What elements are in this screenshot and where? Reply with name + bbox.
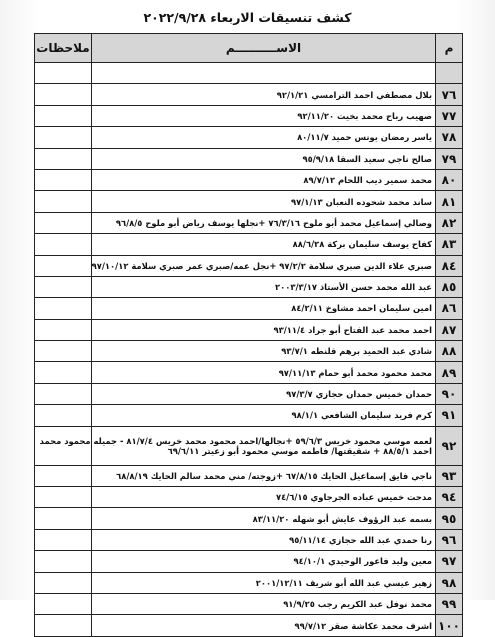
row-name: ساند محمد شحوده النعبان ٩٧/١/١٣ xyxy=(92,191,436,212)
row-name: بسمه عبد الرؤوف عايش أبو شهله ٨٣/١١/٢٠ xyxy=(92,508,436,529)
table-row xyxy=(35,255,463,276)
row-number: ٩٠ xyxy=(436,383,463,404)
row-name: كرم فريد سليمان الشافعي ٩٨/١/١ xyxy=(92,405,436,426)
row-name: حمدان خميس حمدان حجازي ٩٧/٣/٧ xyxy=(92,383,436,404)
row-notes xyxy=(35,105,92,126)
row-notes-cell xyxy=(35,63,92,84)
table-row xyxy=(35,615,463,636)
row-name: زهير عيسي عبد الله أبو شريف ٢٠٠١/١٢/١١ xyxy=(92,572,436,593)
table-row xyxy=(35,362,463,383)
row-notes xyxy=(35,508,92,529)
row-name: احمد محمد عبد الفتاح أبو جراد ٩٣/١١/٤ xyxy=(92,319,436,340)
table-row xyxy=(35,383,463,404)
row-number: ٩٣ xyxy=(436,465,463,486)
header-notes: ملاحظات xyxy=(35,34,92,63)
row-number: ٧٦ xyxy=(436,84,463,105)
table-row xyxy=(35,426,463,465)
row-notes xyxy=(35,362,92,383)
row-number-cell xyxy=(436,63,463,84)
table-row xyxy=(35,405,463,426)
row-number: ٩٩ xyxy=(436,593,463,614)
row-notes xyxy=(35,572,92,593)
row-notes xyxy=(35,148,92,169)
row-number: ١٠٠ xyxy=(436,615,463,636)
row-name: عبد الله محمد حسن الأستاذ ٢٠٠٣/٣/١٧ xyxy=(92,276,436,297)
row-name-cell xyxy=(92,63,436,84)
row-name: ناجي فايق إسماعيل الحايك ٦٧/٨/١٥ +زوجته/ مني محمد سالم الحايك ٦٨/٨/١٩ xyxy=(92,465,436,486)
row-notes xyxy=(35,615,92,636)
row-notes xyxy=(35,191,92,212)
row-number: ٩٨ xyxy=(436,572,463,593)
row-notes xyxy=(35,276,92,297)
row-name xyxy=(39,426,436,465)
row-name: معين وليد فاعور الوحيدي ٩٤/١٠/١ xyxy=(92,551,436,572)
table-row xyxy=(35,572,463,593)
row-notes xyxy=(35,319,92,340)
row-notes xyxy=(35,487,92,508)
row-number: ٨٨ xyxy=(436,341,463,362)
table-row xyxy=(35,593,463,614)
row-notes xyxy=(35,84,92,105)
row-name: محمد سمير ديب اللحام ٨٩/٧/١٢ xyxy=(92,169,436,190)
row-number: ٨٩ xyxy=(436,362,463,383)
table-row xyxy=(35,319,463,340)
row-notes xyxy=(35,234,92,255)
row-number: ٨٠ xyxy=(436,169,463,190)
table-row xyxy=(35,341,463,362)
table-row xyxy=(35,234,463,255)
row-name-line-1: لعمه موسي محمود خريس ٥٩/٦/٣ +نجالها/احمد محمود محمد خريس ٨١/٧/٤ - جميله محمود محمد xyxy=(39,435,432,446)
row-notes xyxy=(35,127,92,148)
row-number: ٧٩ xyxy=(436,148,463,169)
row-name: شادي عبد الحميد برهم قلنطه ٩٣/٧/١ xyxy=(92,341,436,362)
row-number: ٨٥ xyxy=(436,276,463,297)
table-row xyxy=(35,84,463,105)
row-notes xyxy=(35,169,92,190)
row-name: صالح ناجي سعيد السقا ٩٥/٩/١٨ xyxy=(92,148,436,169)
row-name: ياسر رمضان يونس حميد ٨٠/١١/٧ xyxy=(92,127,436,148)
table-row xyxy=(35,212,463,233)
row-name: رنا حمدي عبد الله حجازي ٩٥/١١/١٤ xyxy=(92,529,436,550)
row-number: ٩٧ xyxy=(436,551,463,572)
table-row-empty xyxy=(35,63,463,84)
records-table xyxy=(34,33,463,637)
row-notes xyxy=(35,593,92,614)
table-row xyxy=(35,551,463,572)
row-name: كفاح يوسف سليمان بركة ٨٨/٦/٢٨ xyxy=(92,234,436,255)
table-row xyxy=(35,105,463,126)
table-body xyxy=(35,63,463,637)
row-notes xyxy=(35,383,92,404)
table-row xyxy=(35,465,463,486)
row-number: ٧٧ xyxy=(436,105,463,126)
row-number: ٩٢ xyxy=(436,426,463,465)
row-number: ٨٧ xyxy=(436,319,463,340)
page-title: كشف تنسيقات الاربعاء ٢٠٢٢/٩/٢٨ xyxy=(143,10,352,25)
header-name: الاســــــــــم xyxy=(92,34,436,63)
row-name: صهيب رباح محمد بخيت ٩٢/١١/٢٠ xyxy=(92,105,436,126)
row-number: ٨٢ xyxy=(436,212,463,233)
row-name: امين سليمان احمد مشاوخ ٨٤/٢/١١ xyxy=(92,298,436,319)
row-notes xyxy=(35,341,92,362)
row-name: وصالي إسماعيل محمد أبو ملوح ٧٦/٣/١٦ +نجلها يوسف رياض أبو ملوح ٩٦/٨/٥ xyxy=(92,212,436,233)
table-row xyxy=(35,127,463,148)
table-row xyxy=(35,276,463,297)
row-name: مدحت خميس عباده الجرجاوي ٧٤/٦/١٥ xyxy=(92,487,436,508)
row-name: محمد محمود محمد أبو حمام ٩٧/١١/١٣ xyxy=(92,362,436,383)
row-number: ٧٨ xyxy=(436,127,463,148)
row-number: ٩٦ xyxy=(436,529,463,550)
row-name-line-2: احمد ٨٨/٥/١ + شقيقتها/ فاطمه موسي محمود أبو زعيتر ٦٩/٦/١١ xyxy=(167,445,432,456)
row-notes xyxy=(35,255,92,276)
table-row xyxy=(35,508,463,529)
row-number: ٨٤ xyxy=(436,255,463,276)
row-number: ٨٣ xyxy=(436,234,463,255)
table-row xyxy=(35,487,463,508)
row-number: ٩٤ xyxy=(436,487,463,508)
row-notes xyxy=(35,465,92,486)
row-name: اشرف محمد عكاشة صقر ٩٩/٧/١٢ xyxy=(92,615,436,636)
row-number: ٩٥ xyxy=(436,508,463,529)
row-number: ٩١ xyxy=(436,405,463,426)
table-row xyxy=(35,169,463,190)
row-notes xyxy=(35,529,92,550)
row-notes xyxy=(35,551,92,572)
header-number: م xyxy=(436,34,463,63)
table-row xyxy=(35,529,463,550)
table-row xyxy=(35,148,463,169)
row-name: بلال مصطفي احمد الترامسي ٩٢/١/٢١ xyxy=(92,84,436,105)
row-name: صبري علاء الدين صبري سلامة ٩٧/٢/٢ +نجل عمه/صبري عمر صبري سلامة ٩٧/١٠/١٢ xyxy=(92,255,436,276)
row-notes xyxy=(35,212,92,233)
row-number: ٨١ xyxy=(436,191,463,212)
row-notes xyxy=(35,298,92,319)
row-notes xyxy=(35,405,92,426)
table-row xyxy=(35,298,463,319)
row-number: ٨٦ xyxy=(436,298,463,319)
table-row xyxy=(35,191,463,212)
table-header-row xyxy=(35,34,463,63)
row-name: محمد نوفل عبد الكريم رجب ٩١/٩/٢٥ xyxy=(92,593,436,614)
